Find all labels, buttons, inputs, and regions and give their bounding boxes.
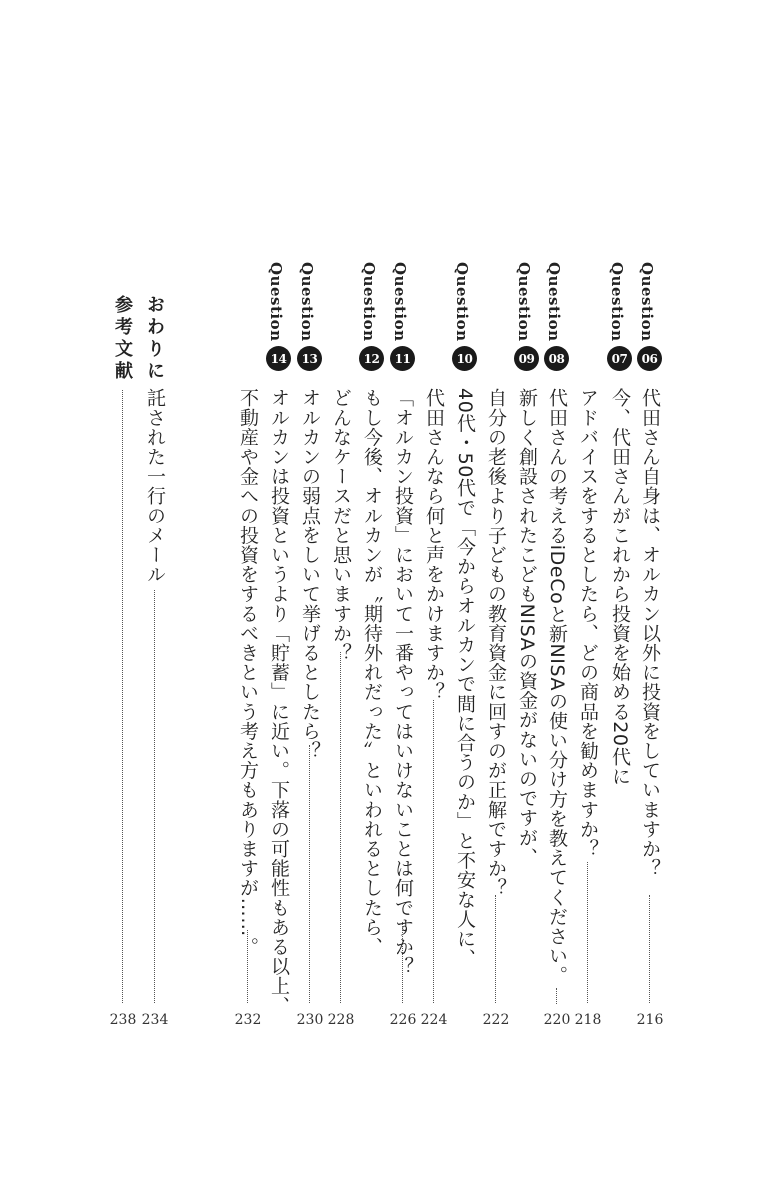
leader-dots [154, 590, 155, 1003]
toc-entry-q09-line1[interactable] [513, 0, 541, 1200]
question-number-badge: 14 [266, 346, 291, 371]
question-number-badge: 06 [637, 346, 662, 371]
question-title-line2: 代田さんなら何と声をかけますか？ [423, 388, 445, 702]
toc-entry-q14-line2[interactable] [234, 0, 262, 1200]
leader-dots [402, 922, 403, 1003]
question-label: Question [638, 262, 656, 342]
page-number: 226 [389, 1012, 417, 1028]
question-title-line1: 40代・50代で「今からオルカンで間に合うのか」と不安な人に、 [454, 388, 476, 968]
toc-entry-q12-line2[interactable] [327, 0, 355, 1200]
question-label: Question [298, 262, 316, 342]
question-number-badge: 12 [359, 346, 384, 371]
question-title-line1: 代田さんの考えるiDeCoと新NISAの使い分け方を教えてください。 [546, 388, 568, 986]
question-title-line2: アドバイスをするとしたら、どの商品を勧めますか？ [577, 388, 599, 859]
leader-dots [495, 895, 496, 1003]
question-label: Question [515, 262, 533, 342]
question-title-line2: どんなケースだと思いますか？ [330, 388, 352, 663]
question-label: Question [453, 262, 471, 342]
question-title: 「オルカン投資」において一番やってはいけないことは何ですか？ [392, 388, 414, 976]
question-number-badge: 07 [607, 346, 632, 371]
question-title-line1: 今、代田さんがこれから投資を始める20代に [609, 388, 631, 786]
leader-dots [340, 652, 341, 1003]
toc-entry-q10-line2[interactable] [420, 0, 448, 1200]
leader-dots [247, 930, 248, 1003]
references-label: 参考文献 [112, 295, 133, 383]
page-number: 218 [574, 1012, 602, 1028]
page-number: 216 [636, 1012, 664, 1028]
toc-entry-q12-line1[interactable] [358, 0, 386, 1200]
question-label: Question [360, 262, 378, 342]
toc-entry-q09-line2[interactable] [482, 0, 510, 1200]
toc-entry-q10-line1[interactable] [451, 0, 479, 1200]
question-label: Question [608, 262, 626, 342]
page-number: 232 [234, 1012, 262, 1028]
closing-label: おわりに [144, 295, 165, 383]
leader-dots [309, 745, 310, 1003]
question-title-line1: 新しく創設されたこどもNISAの資金がないのですが、 [516, 388, 538, 867]
question-title: 代田さん自身は、オルカン以外に投資をしていますか？ [639, 388, 661, 878]
question-number-badge: 13 [297, 346, 322, 371]
leader-dots [587, 862, 588, 1003]
toc-entry-references[interactable] [109, 0, 137, 1200]
toc-entry-q08-line1[interactable] [543, 0, 571, 1200]
question-title-line2: 不動産や金への投資をするべきという考え方もありますが……。 [237, 388, 259, 957]
page-number: 228 [327, 1012, 355, 1028]
question-label: Question [545, 262, 563, 342]
toc-entry-q07-line1[interactable] [606, 0, 634, 1200]
question-title: オルカンの弱点をしいて挙げるとしたら？ [299, 388, 321, 761]
leader-dots [649, 895, 650, 1003]
toc-entry-closing[interactable] [141, 0, 169, 1200]
toc-entry-q13[interactable] [296, 0, 324, 1200]
page-number: 238 [109, 1012, 137, 1028]
question-label: Question [267, 262, 285, 342]
page-number: 234 [141, 1012, 169, 1028]
toc-entry-q07-line2[interactable] [574, 0, 602, 1200]
leader-dots [122, 390, 123, 1003]
question-title-line1: もし今後、オルカンが〝期待外れだった〟といわれるとしたら、 [361, 388, 383, 957]
question-label: Question [391, 262, 409, 342]
leader-dots [433, 700, 434, 1003]
page-number: 224 [420, 1012, 448, 1028]
question-number-badge: 09 [514, 346, 539, 371]
page-number: 230 [296, 1012, 324, 1028]
question-title-line2: 自分の老後より子どもの教育資金に回すのが正解ですか？ [485, 388, 507, 898]
toc-entry-q11[interactable] [389, 0, 417, 1200]
leader-dots [556, 988, 557, 1004]
page-number: 220 [543, 1012, 571, 1028]
page-number: 222 [482, 1012, 510, 1028]
toc-entry-q14-line1[interactable] [265, 0, 293, 1200]
toc-entry-q06[interactable] [636, 0, 664, 1200]
question-number-badge: 11 [390, 346, 415, 371]
closing-title: 託された一行のメール [144, 388, 166, 584]
question-number-badge: 08 [544, 346, 569, 371]
question-number-badge: 10 [452, 346, 477, 371]
question-title-line1: オルカンは投資というより「貯蓄」に近い。下落の可能性もある以上、 [268, 388, 290, 1016]
